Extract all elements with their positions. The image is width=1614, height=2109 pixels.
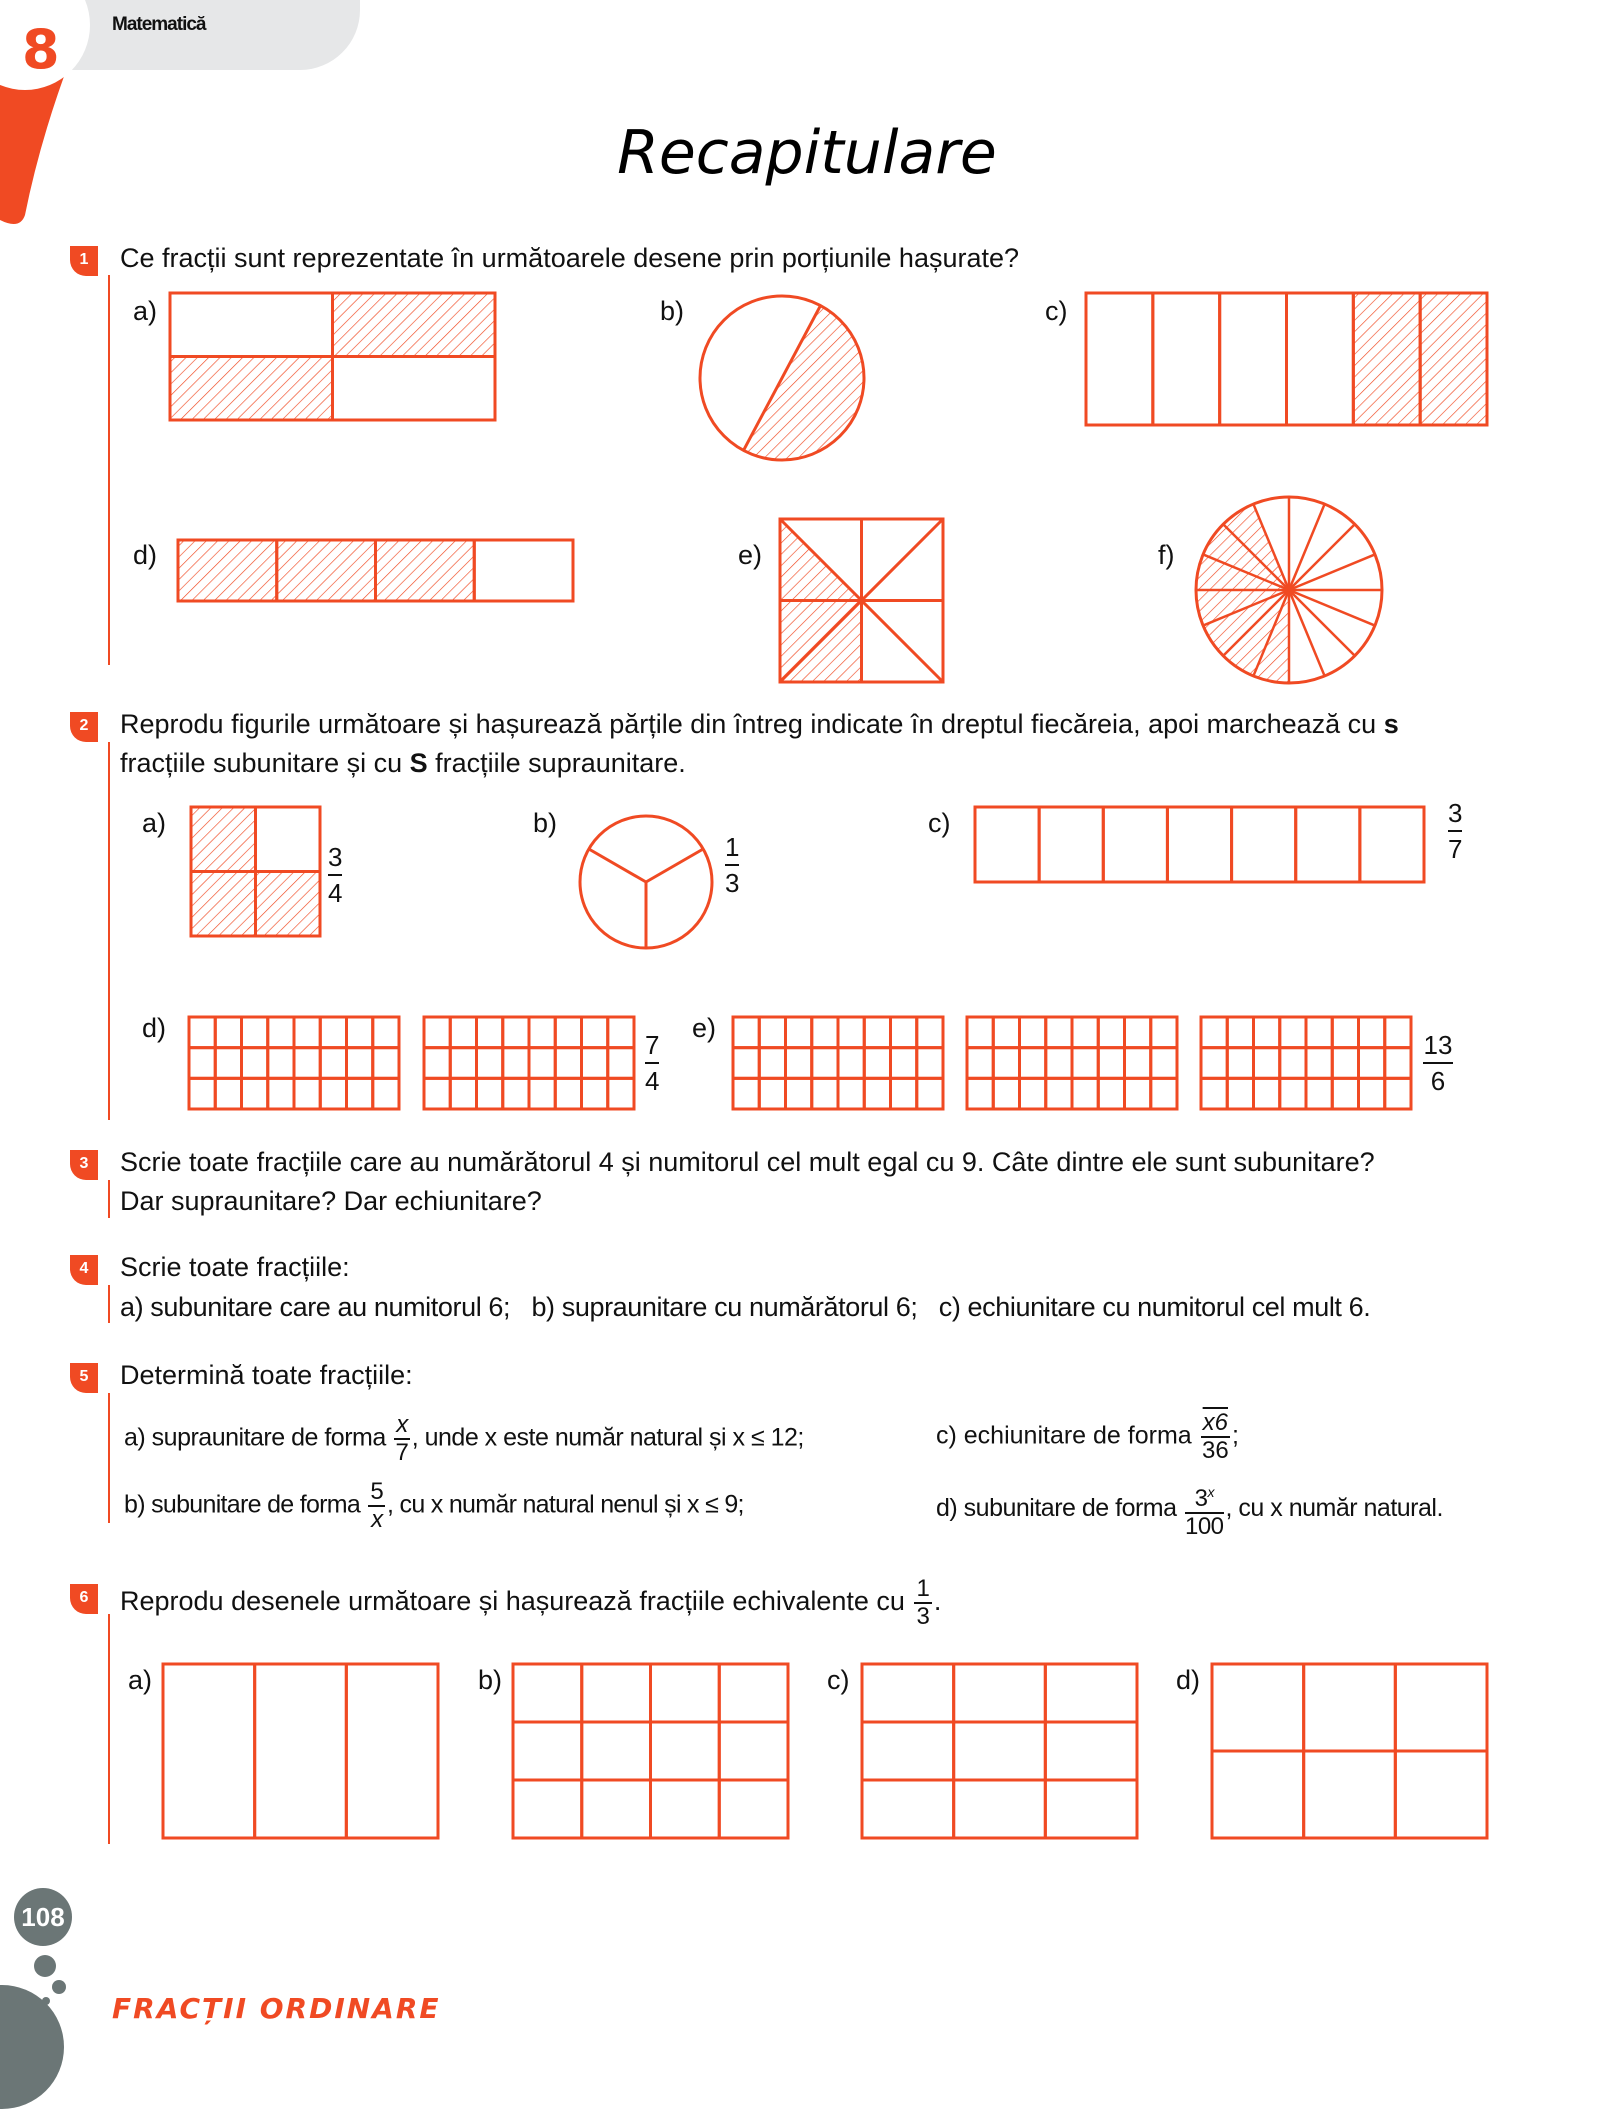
fig-2e-grid-cell	[1385, 1078, 1411, 1109]
fig-6c-cell	[1045, 1664, 1137, 1722]
fig-2d-grid-cell	[450, 1078, 476, 1109]
fig-2d-grid-cell	[503, 1048, 529, 1079]
numerator: 1	[916, 1575, 930, 1602]
fig-2e-grid-cell	[1359, 1048, 1385, 1079]
fig-2d-grid-cell	[555, 1017, 581, 1048]
numerator: x	[396, 1411, 408, 1438]
fig-2e-grid-cell	[759, 1078, 785, 1109]
fig-6b-cell	[513, 1664, 582, 1722]
fig-2e-grid-cell	[1201, 1017, 1227, 1048]
fig-2d-grid-cell	[450, 1017, 476, 1048]
fig-6c-cell	[862, 1780, 954, 1838]
fig-6b-cell	[582, 1780, 651, 1838]
fig-2b-radius	[646, 849, 703, 882]
fig-6b-cell	[582, 1664, 651, 1722]
fig-2a-cell	[256, 807, 321, 872]
fig-6c-cell	[954, 1780, 1046, 1838]
fig-2e-grid-cell	[1280, 1048, 1306, 1079]
denominator: 3	[725, 868, 740, 898]
fig-2d-grid-cell	[347, 1078, 373, 1109]
fig-1c-cell	[1287, 293, 1354, 425]
fig-6d-cell	[1395, 1664, 1487, 1751]
fig-2d-grid-cell	[242, 1048, 268, 1079]
numerator-exponent: x	[1207, 1484, 1214, 1500]
fig-2e-grid-cell	[1306, 1017, 1332, 1048]
fig-2e-grid-cell	[1385, 1017, 1411, 1048]
exercise-4-rule	[108, 1285, 110, 1323]
subject-label: Matematică	[112, 14, 206, 35]
item-b-prefix: b) subunitare de forma	[124, 1490, 361, 1519]
fig-2d-grid-cell	[582, 1017, 608, 1048]
fig-2e-grid-cell	[1072, 1017, 1098, 1048]
fig-2e-grid-cell	[967, 1017, 993, 1048]
fraction-2e	[1420, 1030, 1456, 1096]
fig-6d-cell	[1212, 1664, 1304, 1751]
fig-2b-label: b)	[533, 808, 558, 838]
fig-2e-grid-cell	[1046, 1078, 1072, 1109]
item-b-suffix: , cu x număr natural nenul și x ≤ 9;	[387, 1490, 744, 1519]
fig-2e-grid-cell	[891, 1048, 917, 1079]
fig-2e-grid-cell	[1098, 1017, 1124, 1048]
fraction-2b	[725, 832, 739, 898]
fig-2e-grid-cell	[733, 1017, 759, 1048]
fig-2e-grid-cell	[1332, 1017, 1358, 1048]
fig-2a-label: a)	[142, 808, 167, 838]
fig-6b-cell	[513, 1780, 582, 1838]
fig-2d-grid-cell	[555, 1048, 581, 1079]
fig-2d-grid-cell	[503, 1017, 529, 1048]
fig-2e-grid-cell	[1125, 1017, 1151, 1048]
fraction-x-over-7	[394, 1412, 410, 1466]
fig-2c-label: c)	[928, 808, 951, 838]
fig-2d-grid-cell	[424, 1078, 450, 1109]
fig-2d-grid-cell	[268, 1078, 294, 1109]
fig-6a-cell	[255, 1664, 347, 1838]
denominator: 100	[1184, 1513, 1224, 1540]
fig-2e-grid-cell	[1332, 1048, 1358, 1079]
fig-2e-grid-cell	[917, 1078, 943, 1109]
fig-1d-label: d)	[133, 540, 158, 570]
fig-2a-cell	[191, 872, 256, 937]
fig-2d-grid-cell	[294, 1048, 320, 1079]
fraction-x6-over-36	[1201, 1410, 1230, 1464]
exercise-badge-4: 4	[70, 1255, 98, 1285]
fig-6c-cell	[954, 1664, 1046, 1722]
fig-6b-cell	[719, 1780, 788, 1838]
fig-2d-grid-cell	[215, 1048, 241, 1079]
item-a-prefix: a) supraunitare de forma	[124, 1423, 386, 1452]
fig-2d-grid-cell	[189, 1078, 215, 1109]
exercise-5-item-a	[124, 1412, 804, 1466]
fig-6d-label: d)	[1176, 1665, 1201, 1695]
bold-s: s	[1383, 709, 1399, 739]
denominator: 4	[328, 878, 343, 908]
fig-2e-grid-cell	[1046, 1017, 1072, 1048]
item-d-prefix: d) subunitare de forma	[936, 1494, 1177, 1523]
fig-2e-grid-cell	[993, 1017, 1019, 1048]
fig-2d-grid-cell	[477, 1017, 503, 1048]
period: .	[933, 1586, 942, 1617]
fig-2e-grid-cell	[1306, 1078, 1332, 1109]
numerator: x6	[1202, 1409, 1228, 1436]
fig-2d-grid-cell	[608, 1048, 634, 1079]
chapter-title: FRACȚII ORDINARE	[112, 1992, 441, 2025]
exercise-4-line1: Scrie toate fracțiile:	[120, 1252, 350, 1282]
fig-2d-grid-cell	[268, 1017, 294, 1048]
fig-1f-radius	[1289, 590, 1355, 656]
fig-2d-grid-cell	[373, 1048, 399, 1079]
footer-dot	[34, 1955, 56, 1977]
bold-S: S	[409, 748, 428, 778]
denominator: 6	[1430, 1066, 1446, 1096]
fig-1a-cell	[170, 293, 333, 357]
fig-2d-grid-cell	[320, 1048, 346, 1079]
fig-6c-label: c)	[827, 1665, 850, 1695]
fig-6d-cell	[1304, 1664, 1396, 1751]
exercise-3-line1: Scrie toate fracțiile care au numărătorul 4 și numitorul cel mult egal cu 9. Câte dintre ele sunt subunitare?	[120, 1147, 1375, 1177]
fig-2d-grid-cell	[189, 1017, 215, 1048]
fig-2d-grid-cell	[529, 1017, 555, 1048]
exercise-badge-5: 5	[70, 1363, 98, 1393]
fig-2d-grid-cell	[347, 1048, 373, 1079]
fig-1e-label: e)	[738, 540, 763, 570]
fig-2e-grid-cell	[993, 1078, 1019, 1109]
fig-2d-grid-cell	[608, 1078, 634, 1109]
exercise-2-line1-text: Reprodu figurile următoare și hașurează părțile din întreg indicate în dreptul fiecăreia, apoi marchează cu	[120, 709, 1384, 739]
fig-6c-cell	[862, 1664, 954, 1722]
fig-2d-grid-cell	[503, 1078, 529, 1109]
fig-1c-cell	[1220, 293, 1287, 425]
exercise-3-rule	[108, 1180, 110, 1218]
denominator: 4	[645, 1066, 660, 1096]
fig-1d-cell	[277, 540, 376, 601]
fig-6b-cell	[651, 1780, 720, 1838]
fig-2e-grid-cell	[733, 1078, 759, 1109]
fig-2e-grid-cell	[812, 1048, 838, 1079]
fig-2d-grid-cell	[215, 1017, 241, 1048]
exercise-2-rule	[108, 742, 110, 1120]
exercise-6-text	[120, 1576, 941, 1630]
numerator-base: 3	[1194, 1485, 1208, 1512]
fig-6c-cell	[1045, 1722, 1137, 1780]
exercise-4-items	[120, 1287, 1370, 1327]
fig-2e-grid-cell	[1020, 1078, 1046, 1109]
fig-1f-radius	[1289, 524, 1355, 590]
page-number: 108	[14, 1888, 72, 1946]
fig-1a-cell	[333, 293, 496, 357]
fig-1a-cell	[333, 357, 496, 421]
fig-1c-cell	[1353, 293, 1420, 425]
fig-2d-grid-cell	[189, 1048, 215, 1079]
fig-6b-cell	[651, 1664, 720, 1722]
fig-2d-grid-cell	[294, 1078, 320, 1109]
fig-2e-grid-cell	[1280, 1078, 1306, 1109]
denominator: 7	[395, 1439, 409, 1466]
fig-1b-label: b)	[660, 296, 685, 326]
fig-2e-grid-cell	[993, 1048, 1019, 1079]
exercise-2-line2	[120, 743, 686, 783]
fig-2e-grid-cell	[733, 1048, 759, 1079]
fig-6d-cell	[1212, 1751, 1304, 1838]
exercise-4-item-c: c) echiunitare cu numitorul cel mult 6.	[938, 1292, 1371, 1322]
denominator: 3	[916, 1603, 930, 1630]
fig-2e-grid-cell	[1151, 1078, 1177, 1109]
fig-2e-grid-cell	[1046, 1048, 1072, 1079]
fig-6c-cell	[862, 1722, 954, 1780]
fig-2c-cell	[975, 807, 1039, 882]
fig-2e-grid-cell	[1254, 1048, 1280, 1079]
fig-2e-grid-cell	[838, 1017, 864, 1048]
fig-2e-grid-cell	[1020, 1048, 1046, 1079]
exercise-1-text: Ce fracții sunt reprezentate în următoarele desene prin porțiunile hașurate?	[120, 243, 1020, 273]
exercise-5-item-c	[936, 1410, 1239, 1464]
numerator: 1	[725, 832, 740, 862]
fig-2e-grid-cell	[759, 1048, 785, 1079]
fig-2e-grid-cell	[1359, 1017, 1385, 1048]
exercise-badge-2: 2	[70, 712, 98, 742]
fig-6c-cell	[1045, 1780, 1137, 1838]
fig-6a-label: a)	[128, 1665, 153, 1695]
fig-2c-cell	[1167, 807, 1231, 882]
fraction-5-over-x	[368, 1479, 385, 1533]
fig-6a-cell	[163, 1664, 255, 1838]
fig-6c-cell	[954, 1722, 1046, 1780]
chapter-number: 8	[22, 18, 60, 81]
fig-6b-cell	[651, 1722, 720, 1780]
exercise-badge-6: 6	[70, 1584, 98, 1614]
fig-2e-grid-cell	[786, 1048, 812, 1079]
fig-2e-grid-cell	[1280, 1017, 1306, 1048]
exercise-6-text-main: Reprodu desenele următoare și hașurează fracțiile echivalente cu	[120, 1586, 905, 1617]
fig-6d-cell	[1395, 1751, 1487, 1838]
numerator: 13	[1423, 1030, 1453, 1060]
fig-2c-cell	[1232, 807, 1296, 882]
fig-2c-cell	[1296, 807, 1360, 882]
fig-2d-grid-cell	[320, 1017, 346, 1048]
fraction-2a	[328, 842, 342, 908]
fig-2e-grid-cell	[812, 1017, 838, 1048]
numerator: 7	[645, 1030, 660, 1060]
exercise-5-line1: Determină toate fracțiile:	[120, 1360, 413, 1390]
fig-2e-label: e)	[692, 1013, 717, 1043]
fig-2d-grid-cell	[242, 1017, 268, 1048]
exercise-5-item-b	[124, 1479, 744, 1533]
fig-2e-grid-cell	[891, 1017, 917, 1048]
fig-2c-cell	[1039, 807, 1103, 882]
fig-2e-grid-cell	[1020, 1017, 1046, 1048]
fig-2e-grid-cell	[1098, 1078, 1124, 1109]
fig-2e-grid-cell	[1125, 1048, 1151, 1079]
exercise-2-line1	[120, 704, 1399, 744]
fraction-2c	[1448, 798, 1462, 864]
fig-2d-grid-cell	[347, 1017, 373, 1048]
fig-2d-grid-cell	[424, 1017, 450, 1048]
fig-2d-grid-cell	[268, 1048, 294, 1079]
fig-6d-cell	[1304, 1751, 1396, 1838]
fig-1c-cell	[1420, 293, 1487, 425]
fig-2e-grid-cell	[864, 1048, 890, 1079]
exercise-badge-1: 1	[70, 246, 98, 276]
fig-2e-grid-cell	[1201, 1048, 1227, 1079]
exercise-6-rule	[108, 1614, 110, 1844]
fig-2e-grid-cell	[1227, 1017, 1253, 1048]
fig-2d-grid-cell	[242, 1078, 268, 1109]
fig-2e-grid-cell	[917, 1017, 943, 1048]
fig-2c-cell	[1103, 807, 1167, 882]
fig-2e-grid-cell	[1125, 1078, 1151, 1109]
fig-6a-cell	[346, 1664, 438, 1838]
fig-2e-grid-cell	[864, 1078, 890, 1109]
denominator: 36	[1201, 1437, 1229, 1464]
fig-6b-cell	[719, 1664, 788, 1722]
denominator: x	[371, 1506, 383, 1533]
fig-2d-grid-cell	[373, 1078, 399, 1109]
fig-2e-grid-cell	[1151, 1017, 1177, 1048]
fig-2e-grid-cell	[917, 1048, 943, 1079]
numerator: 3	[328, 842, 343, 872]
fig-2e-grid-cell	[1201, 1078, 1227, 1109]
fig-1a-cell	[170, 357, 333, 421]
fig-2e-grid-cell	[838, 1078, 864, 1109]
exercise-4-item-b: b) supraunitare cu numărătorul 6;	[531, 1292, 918, 1322]
page-title: Recapitulare	[617, 118, 997, 188]
fig-2d-grid-cell	[555, 1078, 581, 1109]
fig-2d-grid-cell	[582, 1048, 608, 1079]
fig-2c-cell	[1360, 807, 1424, 882]
fig-2e-grid-cell	[1254, 1017, 1280, 1048]
fig-2d-grid-cell	[477, 1078, 503, 1109]
fig-2e-grid-cell	[838, 1048, 864, 1079]
fig-2a-cell	[256, 872, 321, 937]
exercise-4-item-a: a) subunitare care au numitorul 6;	[120, 1292, 511, 1322]
fig-2e-grid-cell	[891, 1078, 917, 1109]
fig-1c-cell	[1086, 293, 1153, 425]
fig-1d-cell	[178, 540, 277, 601]
fig-2e-grid-cell	[1254, 1078, 1280, 1109]
fig-6b-label: b)	[478, 1665, 503, 1695]
fig-2d-grid-cell	[373, 1017, 399, 1048]
fig-2b-radius	[589, 849, 646, 882]
fig-2e-grid-cell	[1385, 1048, 1411, 1079]
numerator: 3	[1448, 798, 1463, 828]
fig-2e-grid-cell	[1072, 1048, 1098, 1079]
fig-2e-grid-cell	[1306, 1048, 1332, 1079]
fig-2e-grid-cell	[1332, 1078, 1358, 1109]
fig-2e-grid-cell	[1359, 1078, 1385, 1109]
fig-1a-label: a)	[133, 296, 158, 326]
fig-2d-grid-cell	[608, 1017, 634, 1048]
exercise-badge-3: 3	[70, 1150, 98, 1180]
fig-6b-cell	[513, 1722, 582, 1780]
fig-2d-grid-cell	[424, 1048, 450, 1079]
fig-2d-grid-cell	[477, 1048, 503, 1079]
fig-2d-grid-cell	[529, 1048, 555, 1079]
fig-2e-grid-cell	[1098, 1048, 1124, 1079]
footer-dot	[42, 1997, 50, 2005]
fig-6b-cell	[719, 1722, 788, 1780]
item-d-suffix: , cu x număr natural.	[1225, 1494, 1443, 1523]
fig-2e-grid-cell	[786, 1017, 812, 1048]
exercise-2-line2a: fracțiile subunitare și cu	[120, 748, 410, 778]
fig-1c-cell	[1153, 293, 1220, 425]
item-c-suffix: ;	[1232, 1421, 1239, 1450]
fig-2d-grid-cell	[450, 1048, 476, 1079]
fig-6b-cell	[582, 1722, 651, 1780]
fig-2e-grid-cell	[759, 1017, 785, 1048]
fig-2e-grid-cell	[1151, 1048, 1177, 1079]
fig-2a-cell	[191, 807, 256, 872]
exercise-5-item-d	[936, 1479, 1443, 1540]
fig-2d-grid-cell	[320, 1078, 346, 1109]
fig-2e-grid-cell	[864, 1017, 890, 1048]
fig-2d-grid-cell	[529, 1078, 555, 1109]
fig-2e-grid-cell	[1227, 1078, 1253, 1109]
fraction-2d	[645, 1030, 659, 1096]
fig-2e-grid-cell	[1227, 1048, 1253, 1079]
exercise-5-rule	[108, 1393, 110, 1523]
denominator: 7	[1448, 834, 1463, 864]
fig-1f-label: f)	[1158, 540, 1175, 570]
fig-2d-grid-cell	[215, 1078, 241, 1109]
fig-2e-grid-cell	[967, 1078, 993, 1109]
fraction-1-over-3	[914, 1576, 931, 1630]
fig-2d-grid-cell	[294, 1017, 320, 1048]
fig-2e-grid-cell	[1072, 1078, 1098, 1109]
fig-2d-grid-cell	[582, 1078, 608, 1109]
fig-2d-label: d)	[142, 1013, 167, 1043]
fig-2e-grid-cell	[812, 1078, 838, 1109]
numerator: 5	[370, 1478, 384, 1505]
fig-1d-cell	[474, 540, 573, 601]
exercise-3-line2: Dar supraunitare? Dar echiunitare?	[120, 1186, 542, 1216]
fig-1c-label: c)	[1045, 296, 1068, 326]
exercise-2-line2b: fracțiile supraunitare.	[427, 748, 686, 778]
fig-1d-cell	[376, 540, 475, 601]
footer-dot	[52, 1980, 66, 1994]
item-c-prefix: c) echiunitare de forma	[936, 1421, 1192, 1450]
fraction-3x-over-100	[1185, 1479, 1224, 1540]
fig-2e-grid-cell	[786, 1078, 812, 1109]
item-a-suffix: , unde x este număr natural și x ≤ 12;	[411, 1423, 804, 1452]
fig-2e-grid-cell	[967, 1048, 993, 1079]
